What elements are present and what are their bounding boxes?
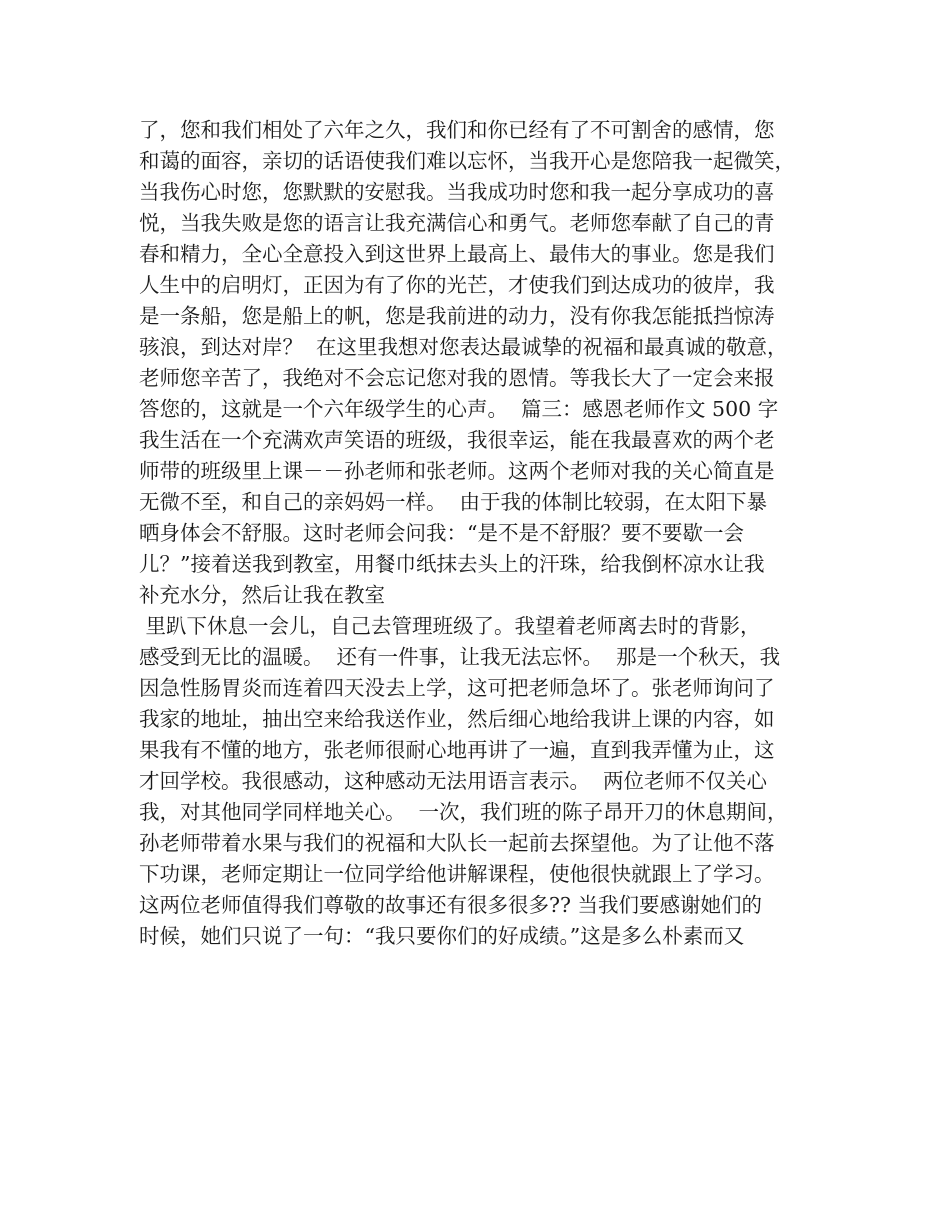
text-line: 才回学校。我很感动，这种感动无法用语言表示。 两位老师不仅关心 [139, 769, 768, 793]
text-line: 是一条船，您是船上的帆，您是我前进的动力，没有你我怎能抵挡惊涛 [139, 304, 775, 328]
text-line: 我生活在一个充满欢声笑语的班级，我很幸运，能在我最喜欢的两个老 [139, 428, 775, 452]
text-line: 老师您辛苦了，我绝对不会忘记您对我的恩情。等我长大了一定会来报 [139, 366, 775, 390]
text-line: 当我伤心时您，您默默的安慰我。当我成功时您和我一起分享成功的喜 [139, 180, 775, 204]
text-line: 答您的，这就是一个六年级学生的心声。 篇三：感恩老师作文 500 字 [139, 397, 779, 421]
text-line: 春和精力，全心全意投入到这世界上最高上、最伟大的事业。您是我们 [139, 242, 775, 266]
text-line: 晒身体会不舒服。这时老师会问我：“是不是不舒服？要不要歇一会 [139, 521, 744, 545]
text-line: 师带的班级里上课－－孙老师和张老师。这两个老师对我的关心简直是 [139, 459, 775, 483]
text-line: 悦，当我失败是您的语言让我充满信心和勇气。老师您奉献了自己的青 [139, 211, 775, 235]
text-line: 里趴下休息一会儿，自己去管理班级了。我望着老师离去时的背影， [139, 614, 761, 638]
essay-text-block [139, 115, 829, 952]
text-line: 无微不至，和自己的亲妈妈一样。 由于我的体制比较弱，在太阳下暴 [139, 490, 768, 514]
text-line: 我家的地址，抽出空来给我送作业，然后细心地给我讲上课的内容，如 [139, 707, 775, 731]
text-line: 孙老师带着水果与我们的祝福和大队长一起前去探望他。为了让他不落 [139, 831, 775, 855]
text-line: 儿？”接着送我到教室，用餐巾纸抹去头上的汗珠，给我倒杯凉水让我 [139, 552, 765, 576]
text-line: 下功课，老师定期让一位同学给他讲解课程，使他很快就跟上了学习。 [139, 862, 775, 886]
text-line: 补充水分，然后让我在教室 [139, 583, 385, 607]
text-line: 我，对其他同学同样地关心。 一次，我们班的陈子昂开刀的休息期间， [139, 800, 788, 824]
text-line: 感受到无比的温暖。 还有一件事，让我无法忘怀。 那是一个秋天，我 [139, 645, 781, 669]
text-line: 时候，她们只说了一句：“我只要你们的好成绩。”这是多么朴素而又 [139, 924, 745, 948]
text-line: 了，您和我们相处了六年之久，我们和你已经有了不可割舍的感情，您 [139, 118, 775, 142]
text-line: 和蔼的面容，亲切的话语使我们难以忘怀，当我开心是您陪我一起微笑， [139, 149, 795, 173]
text-line: 这两位老师值得我们尊敬的故事还有很多很多?? 当我们要感谢她们的 [139, 893, 762, 917]
text-line: 骇浪，到达对岸？ 在这里我想对您表达最诚挚的祝福和最真诚的敬意， [139, 335, 788, 359]
text-line: 人生中的启明灯，正因为有了你的光芒，才使我们到达成功的彼岸，我 [139, 273, 775, 297]
text-line: 因急性肠胃炎而连着四天没去上学，这可把老师急坏了。张老师询问了 [139, 676, 775, 700]
text-line: 果我有不懂的地方，张老师很耐心地再讲了一遍，直到我弄懂为止，这 [139, 738, 775, 762]
